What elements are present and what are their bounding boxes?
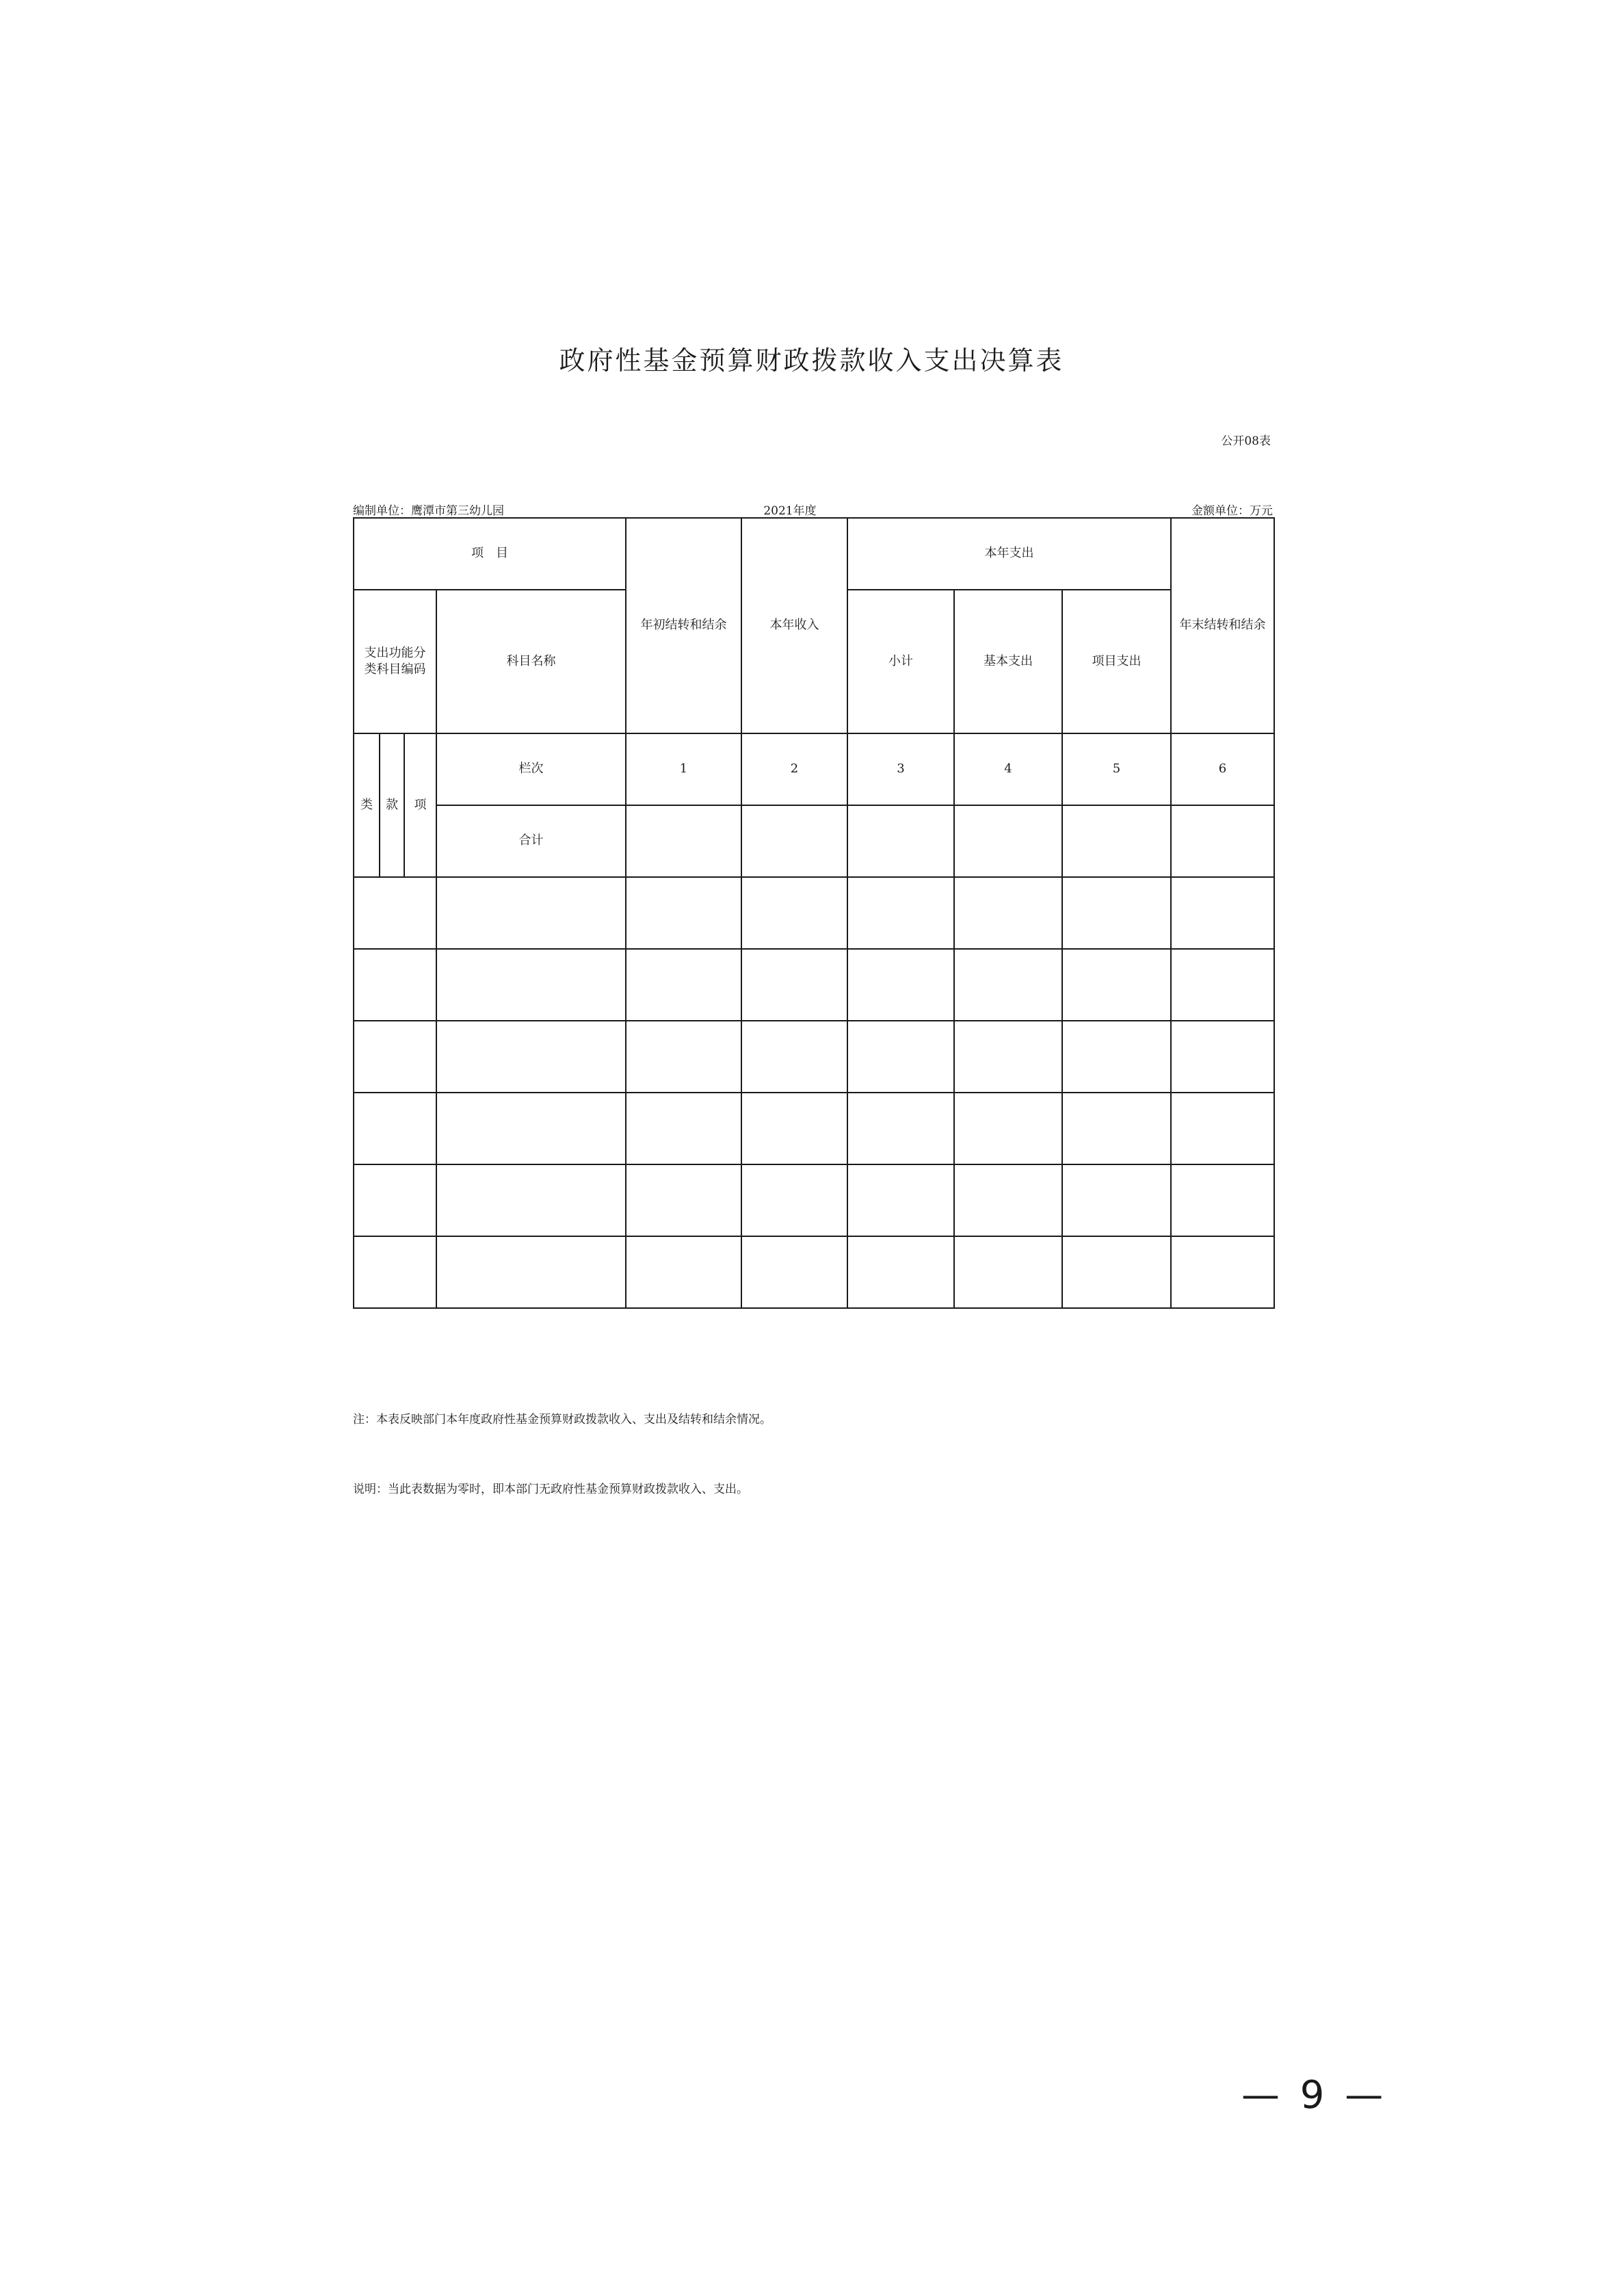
total-row <box>354 805 1274 877</box>
table-cell <box>741 805 847 877</box>
col-num: 3 <box>847 733 954 805</box>
col-num: 2 <box>741 733 847 805</box>
col-num: 6 <box>1171 733 1274 805</box>
header-code: 支出功能分类科目编码 <box>354 590 436 733</box>
table-cell <box>626 1164 741 1236</box>
empty-row <box>354 877 1274 949</box>
table-cell <box>1171 1093 1274 1164</box>
table-cell <box>741 949 847 1021</box>
table-cell <box>1171 1236 1274 1308</box>
table-cell <box>1062 1093 1171 1164</box>
table-cell <box>741 1164 847 1236</box>
empty-row <box>354 1093 1274 1164</box>
compiling-unit: 编制单位：鹰潭市第三幼儿园 <box>353 504 504 518</box>
form-id: 公开08表 <box>1221 434 1271 448</box>
page-number: — 9 — <box>1241 2073 1388 2117</box>
table-cell <box>436 877 626 949</box>
table-cell <box>436 949 626 1021</box>
table-cell <box>741 1021 847 1093</box>
table-cell <box>847 1236 954 1308</box>
table-cell <box>354 1093 436 1164</box>
empty-row <box>354 1021 1274 1093</box>
table-cell <box>1062 1021 1171 1093</box>
table-cell <box>954 805 1062 877</box>
table-cell <box>354 1236 436 1308</box>
row-total-label: 合计 <box>436 805 626 877</box>
table-cell <box>741 877 847 949</box>
col-num: 5 <box>1062 733 1171 805</box>
table-cell <box>1171 1021 1274 1093</box>
empty-row <box>354 949 1274 1021</box>
table-cell <box>1171 1164 1274 1236</box>
table-cell <box>1062 805 1171 877</box>
empty-row <box>354 1236 1274 1308</box>
header-end-balance: 年末结转和结余 <box>1171 518 1274 733</box>
table-cell <box>847 805 954 877</box>
header-subtotal: 小计 <box>847 590 954 733</box>
table-explanation: 说明：当此表数据为零时，即本部门无政府性基金预算财政拨款收入、支出。 <box>353 1483 748 1496</box>
header-basic: 基本支出 <box>954 590 1062 733</box>
table-cell <box>1171 949 1274 1021</box>
header-project-exp: 项目支出 <box>1062 590 1171 733</box>
table-cell <box>954 1093 1062 1164</box>
table-cell <box>1062 949 1171 1021</box>
table-cell <box>1062 1164 1171 1236</box>
table-cell <box>741 1093 847 1164</box>
header-kuan: 款 <box>380 733 404 877</box>
header-project: 项 目 <box>354 518 626 590</box>
col-num: 1 <box>626 733 741 805</box>
table-cell <box>354 949 436 1021</box>
table-cell <box>847 1164 954 1236</box>
table-cell <box>847 1021 954 1093</box>
header-expense: 本年支出 <box>847 518 1171 590</box>
table-cell <box>954 1164 1062 1236</box>
table-cell <box>354 1021 436 1093</box>
table-cell <box>626 877 741 949</box>
table-cell <box>436 1164 626 1236</box>
table-cell <box>1171 805 1274 877</box>
table-cell <box>1062 1236 1171 1308</box>
table-cell <box>954 949 1062 1021</box>
amount-unit: 金额单位：万元 <box>1191 504 1273 518</box>
empty-row <box>354 1164 1274 1236</box>
table-cell <box>954 1021 1062 1093</box>
header-name: 科目名称 <box>436 590 626 733</box>
table-cell <box>1062 877 1171 949</box>
table-cell <box>847 949 954 1021</box>
header-lei: 类 <box>354 733 380 877</box>
table-cell <box>1171 877 1274 949</box>
table-cell <box>626 805 741 877</box>
column-number-row <box>354 733 1274 805</box>
col-num: 4 <box>954 733 1062 805</box>
header-row-1 <box>354 518 1274 590</box>
table-cell <box>847 1093 954 1164</box>
table-cell <box>436 1021 626 1093</box>
table-cell <box>626 1236 741 1308</box>
table-cell <box>626 1093 741 1164</box>
header-xiang: 项 <box>404 733 436 877</box>
document-title: 政府性基金预算财政拨款收入支出决算表 <box>559 345 1064 376</box>
table-cell <box>954 877 1062 949</box>
table-cell <box>436 1236 626 1308</box>
table-cell <box>354 877 436 949</box>
row-lanci-label: 栏次 <box>436 733 626 805</box>
table-note: 注：本表反映部门本年度政府性基金预算财政拨款收入、支出及结转和结余情况。 <box>353 1413 771 1426</box>
table-cell <box>954 1236 1062 1308</box>
table-cell <box>847 877 954 949</box>
table-cell <box>626 1021 741 1093</box>
table-cell <box>626 949 741 1021</box>
table-cell <box>436 1093 626 1164</box>
header-income: 本年收入 <box>741 518 847 733</box>
fund-statement-table <box>353 517 1275 1309</box>
table-cell <box>741 1236 847 1308</box>
table-cell <box>354 1164 436 1236</box>
fiscal-year: 2021年度 <box>763 504 817 518</box>
header-start-balance: 年初结转和结余 <box>626 518 741 733</box>
